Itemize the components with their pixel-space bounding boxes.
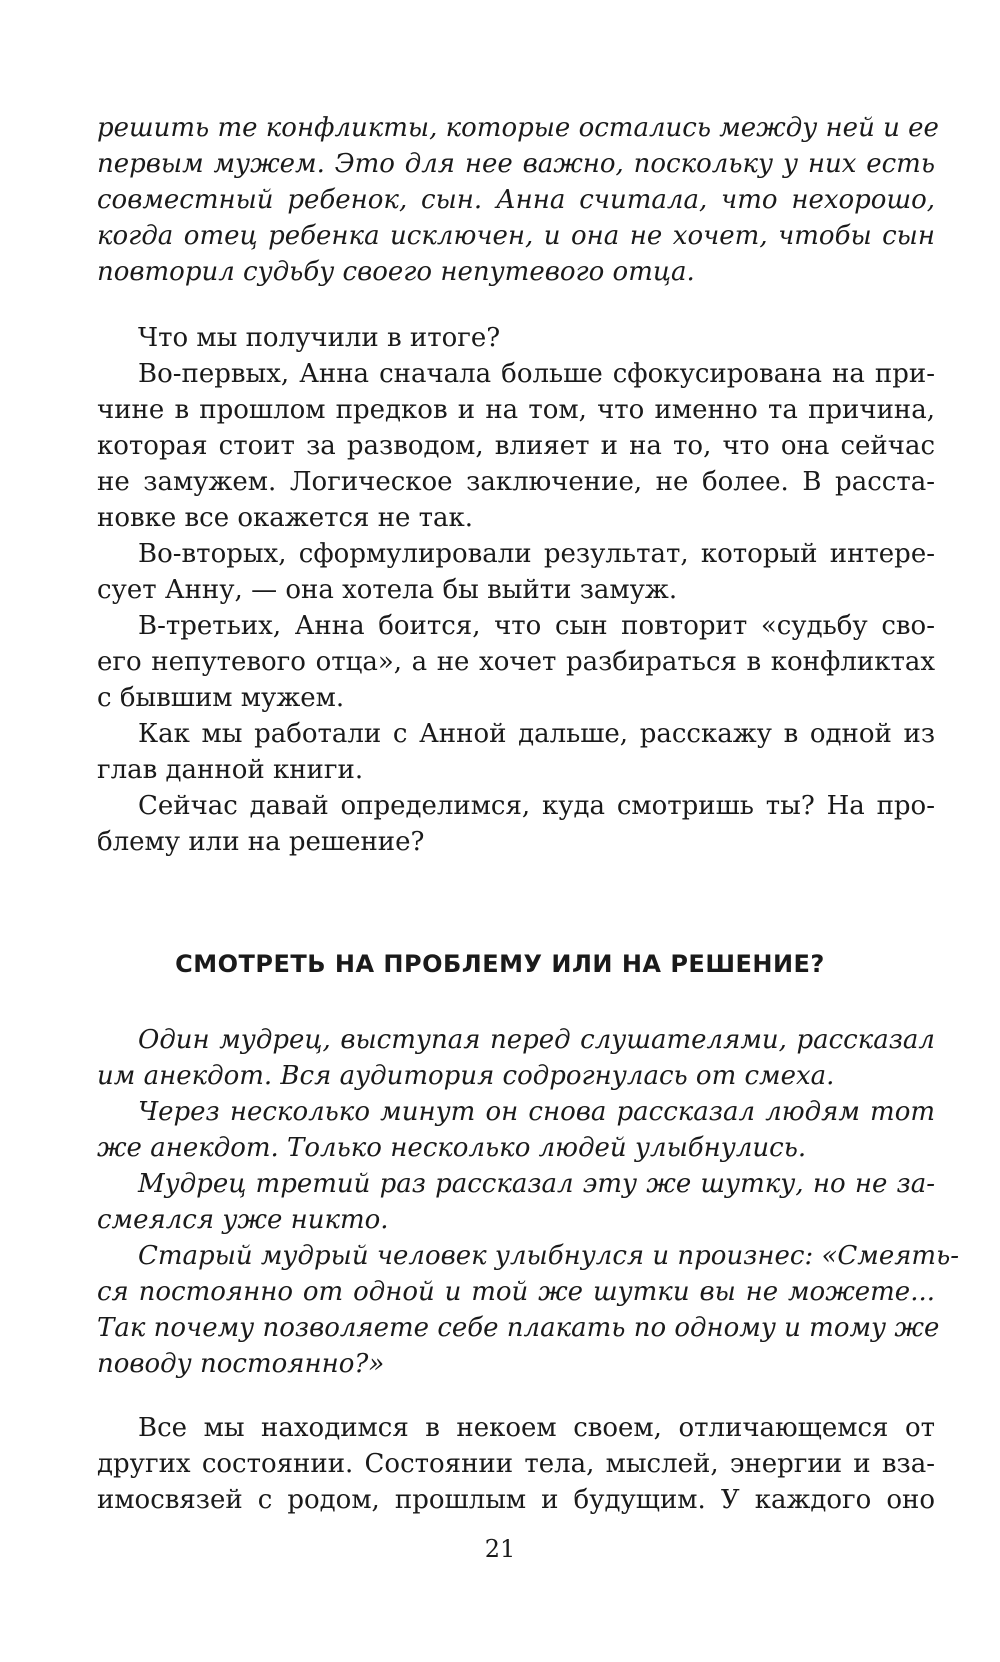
text-line: совместный ребенок, сын. Анна считала, что нехорошо, bbox=[97, 185, 935, 215]
text-line: поводу постоянно?» bbox=[97, 1349, 385, 1379]
text-line: Сейчас давай определимся, куда смотришь ты? На про- bbox=[138, 791, 935, 821]
text-line: которая стоит за разводом, влияет и на то, что она сейчас bbox=[97, 431, 935, 461]
text-line: первым мужем. Это для нее важно, поскольку у них есть bbox=[97, 149, 935, 179]
text-line: повторил судьбу своего непутевого отца. bbox=[97, 257, 695, 287]
text-line: когда отец ребенка исключен, и она не хочет, чтобы сын bbox=[97, 221, 935, 251]
text-line: Мудрец третий раз рассказал эту же шутку, но не за- bbox=[138, 1169, 935, 1199]
text-line: имосвязей с родом, прошлым и будущим. У каждого оно bbox=[97, 1485, 935, 1515]
text-line: В-третьих, Анна боится, что сын повторит «судьбу сво- bbox=[138, 611, 935, 641]
text-line: Что мы получили в итоге? bbox=[138, 323, 501, 353]
text-line: блему или на решение? bbox=[97, 827, 425, 857]
text-line: не замужем. Логическое заключение, не более. В расста- bbox=[97, 467, 935, 497]
text-line: смеялся уже никто. bbox=[97, 1205, 389, 1235]
text-line: Старый мудрый человек улыбнулся и произнес: «Смеять- bbox=[138, 1241, 960, 1271]
text-line: новке все окажется не так. bbox=[97, 503, 474, 533]
text-line: же анекдот. Только несколько людей улыбнулись. bbox=[97, 1133, 807, 1163]
text-line: Через несколько минут он снова рассказал людям тот bbox=[138, 1097, 935, 1127]
text-line: Как мы работали с Анной дальше, расскажу в одной из bbox=[138, 719, 935, 749]
text-line: с бывшим мужем. bbox=[97, 683, 345, 713]
text-line: чине в прошлом предков и на том, что именно та причина, bbox=[97, 395, 935, 425]
text-line: им анекдот. Вся аудитория содрогнулась от смеха. bbox=[97, 1061, 835, 1091]
page-number: 21 bbox=[484, 1535, 516, 1563]
text-line: глав данной книги. bbox=[97, 755, 364, 785]
text-line: Один мудрец, выступая перед слушателями, рассказал bbox=[138, 1025, 935, 1055]
text-line: Во-первых, Анна сначала больше сфокусирована на при- bbox=[138, 359, 935, 389]
text-line: Все мы находимся в некоем своем, отличающемся от bbox=[138, 1413, 935, 1443]
text-line: ся постоянно от одной и той же шутки вы не можете... bbox=[97, 1277, 935, 1307]
text-line: других состоянии. Состоянии тела, мыслей, энергии и вза- bbox=[97, 1449, 935, 1479]
text-line: его непутевого отца», а не хочет разбираться в конфликтах bbox=[97, 647, 935, 677]
text-line: Так почему позволяете себе плакать по одному и тому же bbox=[97, 1313, 940, 1343]
section-heading: СМОТРЕТЬ НА ПРОБЛЕМУ ИЛИ НА РЕШЕНИЕ? bbox=[175, 950, 825, 978]
text-line: Во-вторых, сформулировали результат, который интере- bbox=[138, 539, 935, 569]
text-line: решить те конфликты, которые остались между ней и ее bbox=[97, 113, 939, 143]
text-line: сует Анну, — она хотела бы выйти замуж. bbox=[97, 575, 678, 605]
